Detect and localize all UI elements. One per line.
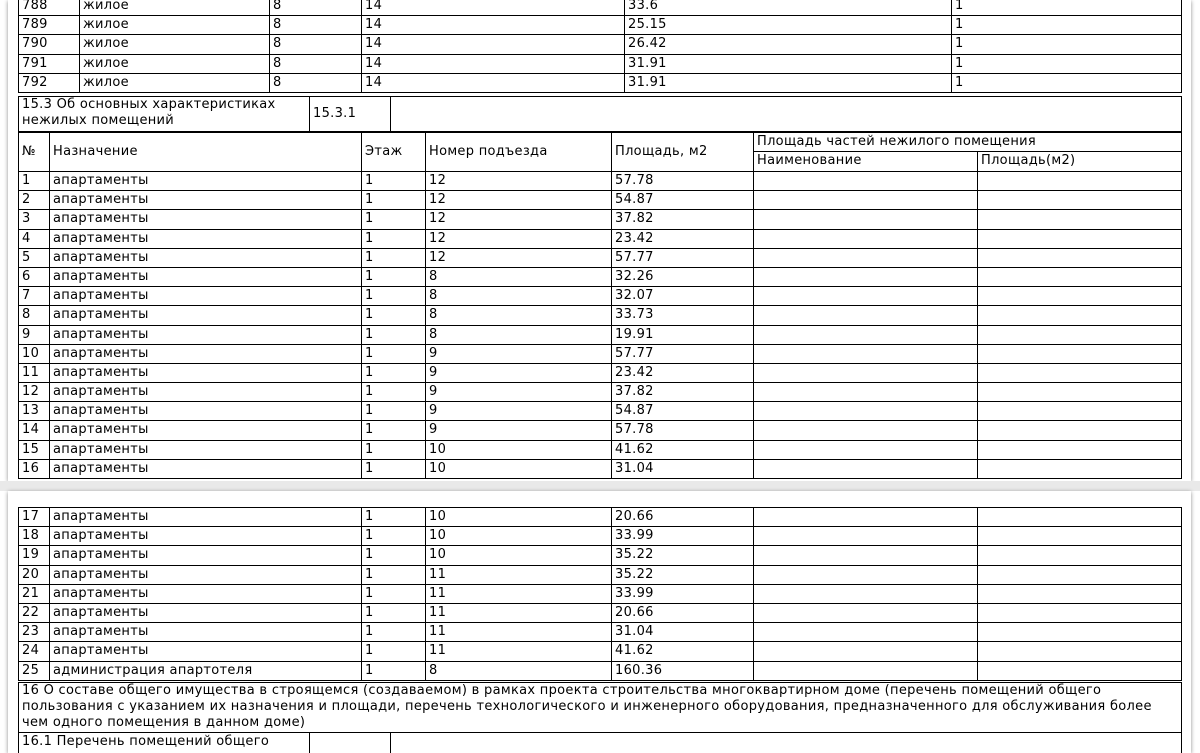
- row-floor: 1: [362, 210, 426, 229]
- row-purpose: апартаменты: [50, 402, 362, 421]
- row-area: 33.99: [612, 527, 754, 546]
- row-number: 25: [19, 661, 50, 680]
- table-row: [19, 344, 1182, 363]
- row-number: 7: [19, 287, 50, 306]
- row-floor: 1: [362, 661, 426, 680]
- row-number: 10: [19, 344, 50, 363]
- row-entrance: 10: [426, 508, 612, 527]
- unit-rooms: 1: [952, 54, 1182, 73]
- unit-floor: 8: [270, 16, 362, 35]
- unit-rooms: 1: [952, 35, 1182, 54]
- empty-cell: [310, 733, 391, 753]
- row-entrance: 8: [426, 325, 612, 344]
- header-purpose: Назначение: [50, 133, 362, 172]
- row-number: 17: [19, 508, 50, 527]
- row-part-name: [754, 661, 978, 680]
- row-floor: 1: [362, 421, 426, 440]
- row-purpose: апартаменты: [50, 287, 362, 306]
- section-16-table: [18, 682, 1182, 753]
- row-part-area: [978, 584, 1182, 603]
- document-page-2: [8, 491, 1191, 753]
- row-purpose: апартаменты: [50, 363, 362, 382]
- row-part-area: [978, 527, 1182, 546]
- unit-number: 790: [19, 35, 80, 54]
- table-row: [19, 172, 1182, 191]
- header-part-name: Наименование: [754, 152, 978, 172]
- table-row: [19, 0, 1182, 16]
- table-row: [19, 16, 1182, 35]
- row-floor: 1: [362, 440, 426, 459]
- row-floor: 1: [362, 642, 426, 661]
- row-number: 1: [19, 172, 50, 191]
- empty-cell: [391, 733, 1182, 753]
- row-part-name: [754, 172, 978, 191]
- table-row: [19, 623, 1182, 642]
- table-row: [19, 306, 1182, 325]
- row-part-name: [754, 642, 978, 661]
- row-entrance: 10: [426, 527, 612, 546]
- row-purpose: апартаменты: [50, 172, 362, 191]
- row-purpose: апартаменты: [50, 584, 362, 603]
- row-entrance: 9: [426, 383, 612, 402]
- table-row: [19, 421, 1182, 440]
- unit-area: 31.91: [625, 54, 952, 73]
- row-number: 5: [19, 248, 50, 267]
- row-area: 32.26: [612, 267, 754, 286]
- row-entrance: 8: [426, 267, 612, 286]
- row-area: 31.04: [612, 623, 754, 642]
- row-purpose: апартаменты: [50, 527, 362, 546]
- row-part-name: [754, 459, 978, 478]
- row-entrance: 11: [426, 565, 612, 584]
- row-entrance: 12: [426, 248, 612, 267]
- header-part-area: Площадь(м2): [978, 152, 1182, 172]
- row-purpose: апартаменты: [50, 459, 362, 478]
- row-floor: 1: [362, 287, 426, 306]
- row-entrance: 12: [426, 229, 612, 248]
- row-floor: 1: [362, 248, 426, 267]
- table-row: [19, 565, 1182, 584]
- row-purpose: апартаменты: [50, 421, 362, 440]
- row-number: 21: [19, 584, 50, 603]
- row-part-name: [754, 603, 978, 622]
- section-15-3-header-table: [18, 96, 1182, 132]
- section-16-title: 16 О составе общего имущества в строящемся (создаваемом) в рамках проекта строительства многоквартирном доме (перечень помещений общего пользования с указанием их назначения и площади, перечень технологического и инженерного оборудования, предназначенного для обслуживания более чем одного помещения в данном доме): [19, 683, 1182, 733]
- row-part-area: [978, 661, 1182, 680]
- row-number: 11: [19, 363, 50, 382]
- row-part-area: [978, 248, 1182, 267]
- unit-area: 33.6: [625, 0, 952, 16]
- unit-number: 788: [19, 0, 80, 16]
- unit-area: 31.91: [625, 73, 952, 92]
- row-purpose: апартаменты: [50, 325, 362, 344]
- row-area: 57.78: [612, 172, 754, 191]
- row-purpose: апартаменты: [50, 344, 362, 363]
- row-part-name: [754, 421, 978, 440]
- row-part-area: [978, 172, 1182, 191]
- row-entrance: 9: [426, 402, 612, 421]
- row-part-name: [754, 440, 978, 459]
- row-area: 41.62: [612, 642, 754, 661]
- row-number: 4: [19, 229, 50, 248]
- row-entrance: 10: [426, 459, 612, 478]
- row-part-area: [978, 363, 1182, 382]
- row-area: 20.66: [612, 508, 754, 527]
- row-number: 22: [19, 603, 50, 622]
- row-floor: 1: [362, 325, 426, 344]
- row-area: 160.36: [612, 661, 754, 680]
- row-part-area: [978, 383, 1182, 402]
- table-row: [19, 584, 1182, 603]
- row-number: 9: [19, 325, 50, 344]
- unit-area: 25.15: [625, 16, 952, 35]
- unit-type: жилое: [80, 0, 270, 16]
- row-part-name: [754, 546, 978, 565]
- unit-area: 26.42: [625, 35, 952, 54]
- row-purpose: апартаменты: [50, 229, 362, 248]
- table-row: [19, 35, 1182, 54]
- unit-rooms: 1: [952, 16, 1182, 35]
- row-entrance: 11: [426, 584, 612, 603]
- unit-floor: 8: [270, 54, 362, 73]
- row-part-area: [978, 603, 1182, 622]
- row-entrance: 9: [426, 363, 612, 382]
- row-number: 8: [19, 306, 50, 325]
- row-purpose: апартаменты: [50, 603, 362, 622]
- row-area: 35.22: [612, 565, 754, 584]
- row-floor: 1: [362, 267, 426, 286]
- row-area: 37.82: [612, 210, 754, 229]
- row-purpose: апартаменты: [50, 623, 362, 642]
- row-number: 12: [19, 383, 50, 402]
- unit-rooms: 1: [952, 0, 1182, 16]
- row-floor: 1: [362, 383, 426, 402]
- row-area: 33.73: [612, 306, 754, 325]
- row-floor: 1: [362, 584, 426, 603]
- table-row: [19, 248, 1182, 267]
- non-residential-table: [18, 132, 1182, 479]
- document-page-1: [8, 0, 1191, 481]
- row-floor: 1: [362, 172, 426, 191]
- row-part-name: [754, 584, 978, 603]
- unit-type: жилое: [80, 16, 270, 35]
- row-purpose: апартаменты: [50, 191, 362, 210]
- row-part-name: [754, 383, 978, 402]
- row-entrance: 9: [426, 344, 612, 363]
- row-part-name: [754, 210, 978, 229]
- row-area: 41.62: [612, 440, 754, 459]
- table-row: [19, 73, 1182, 92]
- row-part-name: [754, 623, 978, 642]
- unit-entrance: 14: [362, 0, 625, 16]
- empty-cell: [391, 97, 1182, 132]
- row-purpose: апартаменты: [50, 306, 362, 325]
- row-purpose: апартаменты: [50, 267, 362, 286]
- row-part-area: [978, 210, 1182, 229]
- row-entrance: 8: [426, 306, 612, 325]
- row-part-name: [754, 363, 978, 382]
- row-purpose: апартаменты: [50, 210, 362, 229]
- row-part-area: [978, 191, 1182, 210]
- unit-floor: 8: [270, 0, 362, 16]
- row-floor: 1: [362, 344, 426, 363]
- row-area: 54.87: [612, 402, 754, 421]
- section-16-1-title: 16.1 Перечень помещений общего: [19, 733, 310, 753]
- row-purpose: апартаменты: [50, 565, 362, 584]
- row-part-name: [754, 508, 978, 527]
- row-number: 15: [19, 440, 50, 459]
- row-purpose: администрация апартотеля: [50, 661, 362, 680]
- table-row: [19, 440, 1182, 459]
- row-number: 14: [19, 421, 50, 440]
- unit-entrance: 14: [362, 73, 625, 92]
- table-row: [19, 402, 1182, 421]
- section-15-3-title: 15.3 Об основных характеристиках нежилых помещений: [19, 97, 310, 132]
- row-purpose: апартаменты: [50, 440, 362, 459]
- row-part-area: [978, 325, 1182, 344]
- row-purpose: апартаменты: [50, 508, 362, 527]
- unit-type: жилое: [80, 54, 270, 73]
- row-purpose: апартаменты: [50, 642, 362, 661]
- header-area: Площадь, м2: [612, 133, 754, 172]
- row-part-name: [754, 306, 978, 325]
- row-part-name: [754, 248, 978, 267]
- unit-number: 791: [19, 54, 80, 73]
- row-part-area: [978, 344, 1182, 363]
- section-15-3-code: 15.3.1: [310, 97, 391, 132]
- table-row: [19, 191, 1182, 210]
- unit-type: жилое: [80, 35, 270, 54]
- row-part-area: [978, 306, 1182, 325]
- residential-units-table: [18, 0, 1182, 93]
- row-part-area: [978, 459, 1182, 478]
- row-part-area: [978, 402, 1182, 421]
- table-row: [19, 229, 1182, 248]
- row-part-name: [754, 402, 978, 421]
- header-parts: Площадь частей нежилого помещения: [754, 133, 1182, 152]
- row-floor: 1: [362, 459, 426, 478]
- row-floor: 1: [362, 306, 426, 325]
- table-row: [19, 603, 1182, 622]
- unit-entrance: 14: [362, 16, 625, 35]
- unit-floor: 8: [270, 35, 362, 54]
- row-part-area: [978, 267, 1182, 286]
- row-part-name: [754, 325, 978, 344]
- table-row: [19, 383, 1182, 402]
- row-part-area: [978, 229, 1182, 248]
- unit-number: 792: [19, 73, 80, 92]
- row-floor: 1: [362, 508, 426, 527]
- row-number: 19: [19, 546, 50, 565]
- row-part-name: [754, 527, 978, 546]
- row-part-area: [978, 440, 1182, 459]
- row-floor: 1: [362, 565, 426, 584]
- header-entrance: Номер подъезда: [426, 133, 612, 172]
- unit-type: жилое: [80, 73, 270, 92]
- row-entrance: 8: [426, 661, 612, 680]
- table-row: [19, 210, 1182, 229]
- row-floor: 1: [362, 603, 426, 622]
- row-entrance: 11: [426, 623, 612, 642]
- row-part-name: [754, 191, 978, 210]
- row-area: 37.82: [612, 383, 754, 402]
- non-residential-table-continued: [18, 507, 1182, 681]
- table-row: [19, 363, 1182, 382]
- table-row: [19, 325, 1182, 344]
- table-row: [19, 54, 1182, 73]
- row-part-area: [978, 421, 1182, 440]
- row-part-area: [978, 623, 1182, 642]
- row-area: 32.07: [612, 287, 754, 306]
- unit-rooms: 1: [952, 73, 1182, 92]
- row-area: 35.22: [612, 546, 754, 565]
- row-number: 23: [19, 623, 50, 642]
- header-floor: Этаж: [362, 133, 426, 172]
- table-row: [19, 642, 1182, 661]
- row-floor: 1: [362, 229, 426, 248]
- row-part-name: [754, 229, 978, 248]
- table-row: [19, 661, 1182, 680]
- row-number: 3: [19, 210, 50, 229]
- row-part-name: [754, 267, 978, 286]
- row-purpose: апартаменты: [50, 248, 362, 267]
- row-entrance: 12: [426, 172, 612, 191]
- row-entrance: 10: [426, 440, 612, 459]
- row-part-area: [978, 508, 1182, 527]
- table-row: [19, 287, 1182, 306]
- row-entrance: 12: [426, 210, 612, 229]
- row-number: 18: [19, 527, 50, 546]
- row-number: 2: [19, 191, 50, 210]
- header-no: №: [19, 133, 50, 172]
- page-gap: [0, 481, 1200, 491]
- row-part-area: [978, 546, 1182, 565]
- row-area: 23.42: [612, 363, 754, 382]
- row-entrance: 10: [426, 546, 612, 565]
- row-part-name: [754, 287, 978, 306]
- unit-number: 789: [19, 16, 80, 35]
- row-part-name: [754, 344, 978, 363]
- row-part-area: [978, 642, 1182, 661]
- table-row: [19, 508, 1182, 527]
- row-purpose: апартаменты: [50, 546, 362, 565]
- row-number: 6: [19, 267, 50, 286]
- row-floor: 1: [362, 191, 426, 210]
- unit-entrance: 14: [362, 35, 625, 54]
- row-floor: 1: [362, 363, 426, 382]
- row-area: 54.87: [612, 191, 754, 210]
- row-area: 19.91: [612, 325, 754, 344]
- row-area: 33.99: [612, 584, 754, 603]
- table-row: [19, 527, 1182, 546]
- row-floor: 1: [362, 546, 426, 565]
- unit-entrance: 14: [362, 54, 625, 73]
- row-floor: 1: [362, 402, 426, 421]
- table-row: [19, 546, 1182, 565]
- row-area: 57.77: [612, 344, 754, 363]
- unit-floor: 8: [270, 73, 362, 92]
- row-purpose: апартаменты: [50, 383, 362, 402]
- row-part-area: [978, 565, 1182, 584]
- table-row: [19, 459, 1182, 478]
- table-row: [19, 267, 1182, 286]
- row-entrance: 12: [426, 191, 612, 210]
- row-number: 24: [19, 642, 50, 661]
- row-number: 13: [19, 402, 50, 421]
- row-number: 16: [19, 459, 50, 478]
- row-area: 57.78: [612, 421, 754, 440]
- row-number: 20: [19, 565, 50, 584]
- row-entrance: 9: [426, 421, 612, 440]
- row-floor: 1: [362, 623, 426, 642]
- row-entrance: 11: [426, 642, 612, 661]
- row-area: 57.77: [612, 248, 754, 267]
- row-area: 20.66: [612, 603, 754, 622]
- row-area: 31.04: [612, 459, 754, 478]
- row-entrance: 8: [426, 287, 612, 306]
- row-part-area: [978, 287, 1182, 306]
- row-area: 23.42: [612, 229, 754, 248]
- row-part-name: [754, 565, 978, 584]
- row-floor: 1: [362, 527, 426, 546]
- row-entrance: 11: [426, 603, 612, 622]
